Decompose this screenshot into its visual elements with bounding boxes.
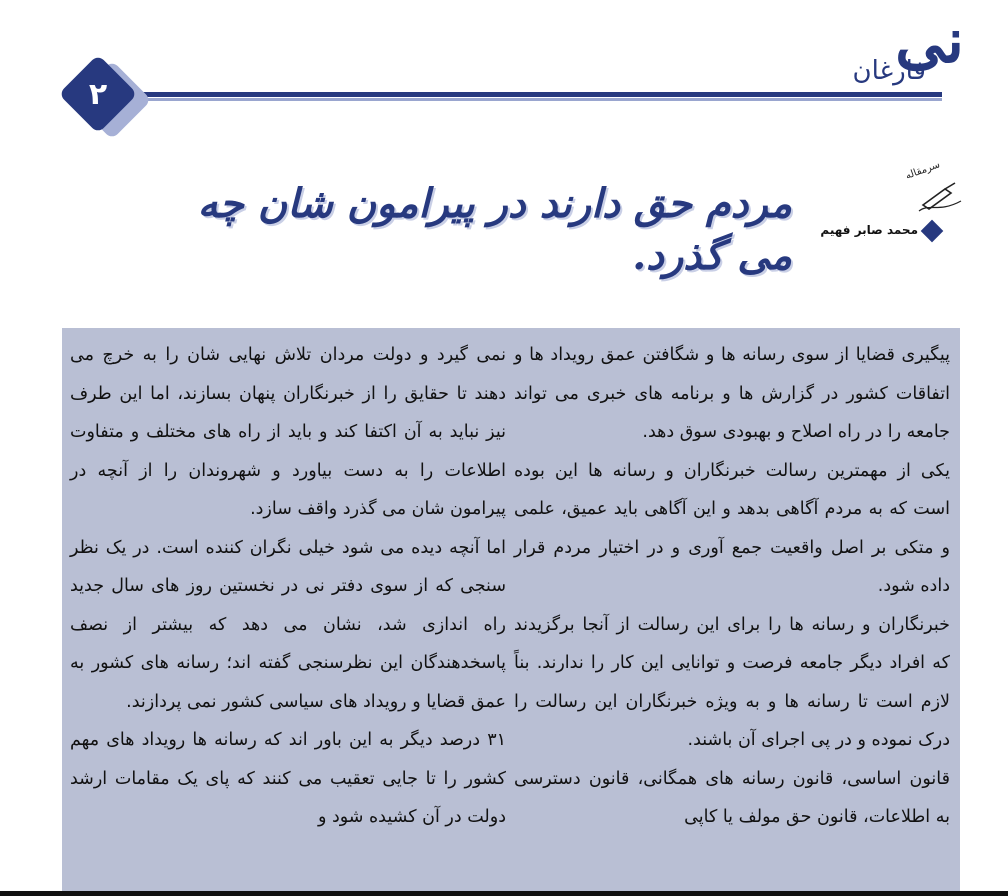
panel-scallop-left: [56, 328, 68, 896]
header-rule: [70, 92, 942, 97]
article-column-left: [70, 336, 506, 837]
pen-icon: [915, 175, 965, 215]
panel-scallop-top: [62, 322, 960, 334]
paragraph: پیگیری قضایا از سوی رسانه ها و شگافتن عمق رویداد ها و اتفاقات کشور در گزارش ها و برنامه های خبری می تواند جامعه را در راه اصلاح و بهبودی سوق دهد.: [514, 345, 950, 442]
paragraph: قانون اساسی، قانون رسانه های همگانی، قانون دسترسی به اطلاعات، قانون حق مولف یا کاپی: [514, 768, 950, 827]
article-headline: مردم حق دارند در پیرامون شان چه می گذرد.: [197, 180, 792, 279]
page-number: ۲: [88, 76, 108, 112]
author-diamond-icon: [921, 220, 944, 243]
author-name: محمد صابر فهیم: [820, 223, 918, 237]
bottom-edge-bar: [0, 891, 1008, 896]
paragraph: یکی از مهمترین رسالت خبرنگاران و رسانه ها این بوده است که به مردم آگاهی بدهد و این آگاهی باید عمیق، علمی و متکی بر اصل واقعیت جمع آوری و در اختیار مردم قرار داده شود.: [514, 460, 950, 596]
brand-logo-text: فارغان: [852, 56, 926, 86]
article-column-right: [514, 336, 950, 837]
paragraph: نمی گیرد و دولت مردان تلاش نهایی شان را به خرچ می دهند تا حقایق را از خبرنگاران پنهان بسازند، اما این طرف نیز نباید به آن اکتفا کند و باید از راه های مختلف و متفاوت اطلاعات را به دست بیاورد و شهروندان را از آنچه در پیرامون شان می گذرد واقف سازد.: [70, 345, 506, 519]
paragraph: اما آنچه دیده می شود خیلی نگران کننده است. در یک نظر سنجی که از سوی دفتر نی در نخستین روز های سال جدید راه اندازی شد، نشان می دهد که بیشتر از نصف پاسخدهندگان این نظرسنجی گفته اند؛ رسانه های کشور به عمق قضایا و رویداد های سیاسی کشور نمی پردازند.: [70, 537, 506, 712]
paragraph: ۳۱ درصد دیگر به این باور اند که رسانه ها رویداد های مهم کشور را تا جایی تعقیب می کنند که پای یک مقامات ارشد دولت در آن کشیده شود و: [70, 730, 506, 827]
section-tag: سرمقاله: [904, 159, 942, 182]
paragraph: خبرنگاران و رسانه ها را برای این رسالت از آنجا برگزیدند که افراد دیگر جامعه فرصت و توانایی این کار را ندارند. بناً لازم است تا رسانه ها و به ویژه خبرنگاران این رسالت را درک نموده و در پی اجرای آن باشند.: [514, 614, 950, 750]
brand-logo-big: نی: [895, 4, 964, 77]
panel-scallop-right: [954, 328, 966, 896]
header-rule-shadow: [120, 98, 942, 101]
